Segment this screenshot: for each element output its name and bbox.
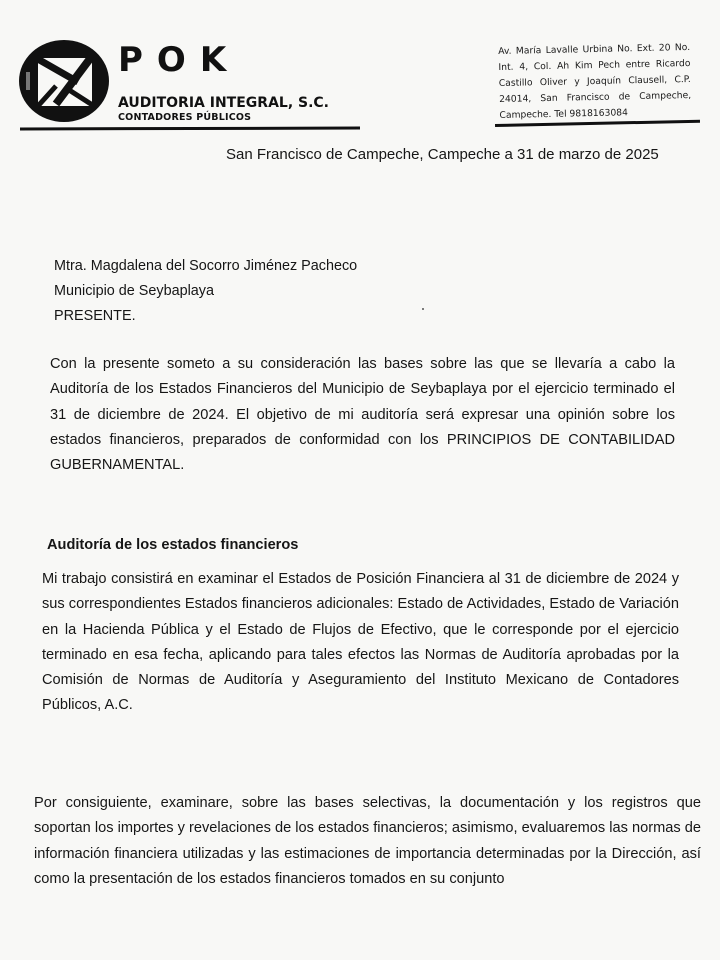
brand-name: POK [118, 40, 241, 80]
closing-paragraph: Por consiguiente, examinare, sobre las bases selectivas, la documentación y los registros que soportan los importes y revelaciones de los estados financieros; asimismo, evaluaremos las normas de información financiera utilizadas y las estimaciones de importancia determinadas por la Dirección, así como la presentación de los estados financieros tomados en su conjunto [34, 795, 701, 887]
recipient-organization: Municipio de Seybaplaya [54, 283, 214, 299]
firm-subtitle: CONTADORES PÚBLICOS [118, 112, 252, 123]
intro-paragraph: Con la presente someto a su consideración las bases sobre las que se llevaría a cabo la Auditoría de los Estados Financieros del Municipio de Seybaplaya por el ejercicio terminado el 31 de diciembre de 2024. El objetivo de mi auditoría será expresar una opinión sobre los estados financieros, preparados de conformidad con los PRINCIPIOS DE CONTABILIDAD GUBERNAMENTAL. [50, 356, 675, 474]
firm-address: Av. María Lavalle Urbina No. Ext. 20 No. Int. 4, Col. Ah Kim Pech entre Ricardo Castillo Oliver y Joaquín Clausell, C.P. 24014, San Francisco de Campeche, Campeche. Tel 9818163084 [498, 41, 692, 121]
recipient-name: Mtra. Magdalena del Socorro Jiménez Pacheco [54, 258, 358, 274]
envelope-circle-logo-icon [16, 36, 112, 124]
section-heading: Auditoría de los estados financieros [47, 537, 299, 553]
firm-name: AUDITORIA INTEGRAL, S.C. [118, 95, 330, 111]
section-paragraph: Mi trabajo consistirá en examinar el Estados de Posición Financiera al 31 de diciembre de 2024 y sus correspondientes Estados financieros adicionales: Estado de Actividades, Estado de Variación en la Hacienda Pública y el Estado de Flujos de Efectivo, que le corresponde por el ejercicio terminado en esa fecha, aplicando para tales efectos las Normas de Auditoría aprobadas por la Comisión de Normas de Auditoría y Aseguramiento del Instituto Mexicano de Contadores Públicos, A.C. [42, 571, 679, 714]
header-divider-left [20, 127, 360, 131]
salutation: PRESENTE. [54, 308, 136, 324]
stray-mark [422, 308, 424, 310]
recipient-block [54, 254, 357, 329]
place-date: San Francisco de Campeche, Campeche a 31 de marzo de 2025 [226, 146, 659, 163]
